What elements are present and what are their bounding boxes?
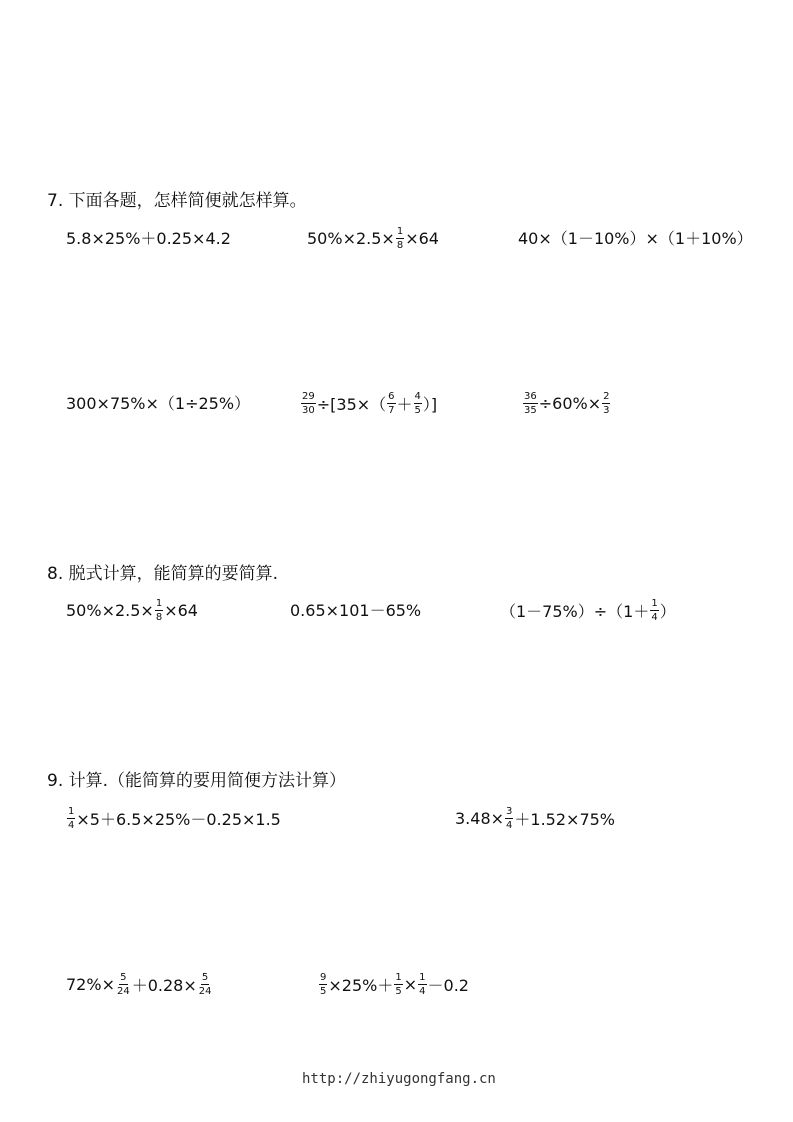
fraction xyxy=(414,391,422,416)
expression-text: × xyxy=(403,975,418,994)
fraction-denominator: 30 xyxy=(302,405,315,416)
fraction xyxy=(396,226,404,251)
fraction xyxy=(301,391,316,416)
expression-text: ） xyxy=(659,602,676,621)
section-9-heading: 9. 计算.（能简算的要用简便方法计算） xyxy=(47,771,347,791)
fraction-numerator: 1 xyxy=(396,226,404,237)
fraction-denominator: 3 xyxy=(603,405,610,416)
fraction-denominator: 7 xyxy=(388,405,395,416)
problem xyxy=(66,806,281,831)
fraction xyxy=(505,806,513,831)
fraction-denominator: 8 xyxy=(155,612,163,623)
expression-text: －0.2 xyxy=(427,976,469,995)
problem xyxy=(66,391,250,414)
fraction-denominator: 5 xyxy=(395,986,402,997)
fraction xyxy=(319,972,327,997)
fraction-denominator: 35 xyxy=(524,405,537,416)
problem xyxy=(522,391,611,416)
expression-text: 72%× xyxy=(66,975,115,994)
problem xyxy=(300,391,437,416)
problem xyxy=(518,226,753,249)
problem xyxy=(318,972,469,997)
expression-text: ＋ xyxy=(396,395,413,414)
expression-text: 3.48× xyxy=(455,809,505,828)
fraction-numerator: 2 xyxy=(603,391,610,402)
expression-text: 300×75%×（1÷25%） xyxy=(66,394,251,413)
expression-text: ×64 xyxy=(405,229,439,248)
fraction xyxy=(394,972,402,997)
fraction-denominator: 4 xyxy=(651,612,658,623)
fraction-numerator: 1 xyxy=(395,972,402,983)
fraction xyxy=(650,598,658,623)
fraction-numerator: 36 xyxy=(524,391,537,402)
fraction xyxy=(198,972,213,997)
expression-text: ×64 xyxy=(164,601,198,620)
footer-url[interactable]: http://zhiyugongfang.cn xyxy=(302,1071,496,1087)
problem xyxy=(66,226,231,249)
expression-text: ＋1.52×75% xyxy=(514,810,616,829)
fraction-numerator: 5 xyxy=(120,972,127,983)
problem xyxy=(455,806,615,831)
expression-text: ÷[35×（ xyxy=(316,395,387,414)
fraction xyxy=(155,598,163,623)
fraction-denominator: 4 xyxy=(419,986,426,997)
problem xyxy=(66,598,198,623)
expression-text: ×25%＋ xyxy=(328,976,394,995)
fraction-denominator: 24 xyxy=(116,986,130,997)
expression-text: 50%×2.5× xyxy=(66,601,154,620)
fraction-numerator: 3 xyxy=(506,806,513,817)
expression-text: ＋0.28× xyxy=(131,976,197,995)
fraction-numerator: 6 xyxy=(388,391,395,402)
expression-text: 40×（1－10%）×（1＋10%） xyxy=(518,229,753,248)
fraction-numerator: 1 xyxy=(419,972,426,983)
fraction-numerator: 1 xyxy=(651,598,658,609)
expression-text: ）] xyxy=(422,395,438,414)
expression-text: ×5＋6.5×25%－0.25×1.5 xyxy=(76,810,281,829)
fraction xyxy=(418,972,426,997)
fraction-denominator: 5 xyxy=(414,405,421,416)
fraction-numerator: 29 xyxy=(302,391,315,402)
expression-text: 0.65×101－65% xyxy=(290,601,422,620)
fraction-denominator: 24 xyxy=(198,986,212,997)
fraction xyxy=(387,391,395,416)
fraction-denominator: 4 xyxy=(68,820,75,831)
fraction-numerator: 4 xyxy=(414,391,421,402)
fraction-denominator: 8 xyxy=(396,240,404,251)
problem xyxy=(500,598,676,623)
fraction-numerator: 1 xyxy=(155,598,163,609)
expression-text: 5.8×25%＋0.25×4.2 xyxy=(66,229,231,248)
problem xyxy=(66,972,213,997)
fraction xyxy=(67,806,75,831)
expression-text: 50%×2.5× xyxy=(307,229,395,248)
fraction-denominator: 4 xyxy=(506,820,513,831)
problem xyxy=(307,226,439,251)
fraction-numerator: 5 xyxy=(201,972,209,983)
section-8-heading: 8. 脱式计算，能简算的要简算. xyxy=(47,564,279,584)
expression-text: ÷60%× xyxy=(538,394,602,413)
fraction-numerator: 1 xyxy=(68,806,75,817)
fraction-numerator: 9 xyxy=(320,972,327,983)
section-7-heading: 7. 下面各题，怎样简便就怎样算。 xyxy=(47,191,307,211)
fraction xyxy=(116,972,131,997)
expression-text: （1－75%）÷（1＋ xyxy=(500,602,650,621)
fraction xyxy=(523,391,538,416)
fraction xyxy=(602,391,610,416)
problem xyxy=(290,598,421,621)
fraction-denominator: 5 xyxy=(320,986,327,997)
